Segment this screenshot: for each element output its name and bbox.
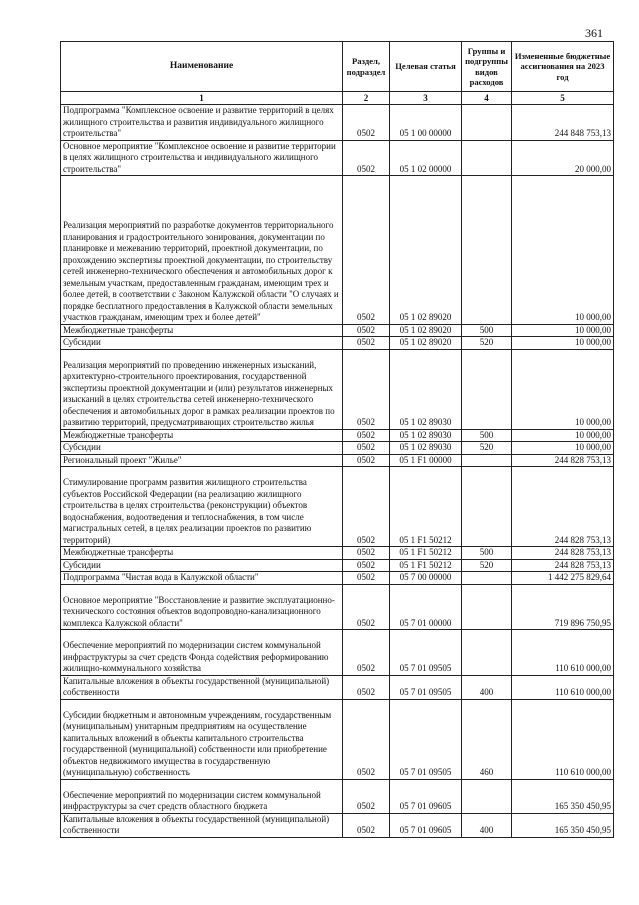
header-row: [61, 42, 614, 92]
row-target: 05 1 F1 50212: [390, 467, 462, 547]
row-section: 0502: [343, 572, 390, 585]
header-groups: Группы и подгруппы видов расходов: [462, 42, 512, 92]
row-target: 05 7 01 09505: [390, 699, 462, 779]
table-row: [61, 467, 614, 547]
row-name: Основное мероприятие "Восстановление и развитие эксплуатационно-технического состояния объектов водопроводно-канализационного комплекса Калужской области": [61, 584, 343, 630]
row-group: 500: [462, 547, 512, 560]
row-name: Обеспечение мероприятий по модернизации систем коммунальной инфраструктуры за счет средств Фонда содействия реформированию жилищно-коммунального хозяйства: [61, 630, 343, 676]
row-name: Субсидии бюджетным и автономным учреждениям, государственным (муниципальным) унитарным предприятиям на осуществление капитальных вложений в объекты капитального строительства государственной (муниципальной) собственности или приобретение объектов недвижимого имущества в государственную (муниципальную) собственность: [61, 699, 343, 779]
row-amount: 20 000,00: [512, 140, 614, 176]
budget-table: [60, 41, 614, 838]
table-row: [61, 699, 614, 779]
row-group: 500: [462, 324, 512, 337]
table-row: [61, 675, 614, 699]
row-name: Субсидии: [61, 337, 343, 350]
row-target: 05 1 02 89020: [390, 337, 462, 350]
table-row: [61, 572, 614, 585]
row-target: 05 1 02 89030: [390, 442, 462, 455]
row-section: 0502: [343, 779, 390, 813]
row-amount: 10 000,00: [512, 324, 614, 337]
column-number: 4: [462, 92, 512, 105]
row-name: Межбюджетные трансферты: [61, 547, 343, 560]
row-section: 0502: [343, 105, 390, 141]
row-section: 0502: [343, 467, 390, 547]
row-amount: 10 000,00: [512, 429, 614, 442]
row-target: 05 1 F1 50212: [390, 559, 462, 572]
header-target: Целевая статья: [390, 42, 462, 92]
table-row: [61, 349, 614, 429]
row-target: 05 1 F1 50212: [390, 547, 462, 560]
table-row: [61, 584, 614, 630]
row-target: 05 1 02 89030: [390, 349, 462, 429]
row-target: 05 7 01 09605: [390, 813, 462, 837]
row-target: 05 7 01 09505: [390, 630, 462, 676]
row-amount: 244 828 753,13: [512, 467, 614, 547]
table-row: [61, 547, 614, 560]
row-amount: 165 350 450,95: [512, 779, 614, 813]
row-amount: 110 610 000,00: [512, 675, 614, 699]
column-number: 3: [390, 92, 462, 105]
row-amount: 244 828 753,13: [512, 547, 614, 560]
row-amount: 10 000,00: [512, 337, 614, 350]
row-name: Обеспечение мероприятий по модернизации систем коммунальной инфраструктуры за счет средств областного бюджета: [61, 779, 343, 813]
row-amount: 10 000,00: [512, 442, 614, 455]
row-target: 05 1 00 00000: [390, 105, 462, 141]
row-amount: 110 610 000,00: [512, 630, 614, 676]
row-target: 05 7 01 09605: [390, 779, 462, 813]
header-name: Наименование: [61, 42, 343, 92]
row-group: [462, 176, 512, 325]
row-amount: 10 000,00: [512, 176, 614, 325]
row-section: 0502: [343, 559, 390, 572]
row-section: 0502: [343, 630, 390, 676]
row-group: [462, 779, 512, 813]
row-group: 460: [462, 699, 512, 779]
row-group: 520: [462, 337, 512, 350]
table-row: [61, 429, 614, 442]
row-group: 400: [462, 675, 512, 699]
row-amount: 10 000,00: [512, 349, 614, 429]
table-row: [61, 779, 614, 813]
row-target: 05 1 02 89020: [390, 324, 462, 337]
row-group: [462, 454, 512, 467]
row-name: Подпрограмма "Чистая вода в Калужской области": [61, 572, 343, 585]
row-section: 0502: [343, 547, 390, 560]
row-amount: 165 350 450,95: [512, 813, 614, 837]
row-name: Подпрограмма "Комплексное освоение и развитие территорий в целях жилищного строительства и развития индивидуального жилищного строительства": [61, 105, 343, 141]
row-section: 0502: [343, 429, 390, 442]
header-section: Раздел, подраздел: [343, 42, 390, 92]
row-group: [462, 349, 512, 429]
table-row: [61, 559, 614, 572]
row-name: Межбюджетные трансферты: [61, 324, 343, 337]
row-group: [462, 105, 512, 141]
row-name: Субсидии: [61, 442, 343, 455]
row-group: 400: [462, 813, 512, 837]
column-number-row: [61, 92, 614, 105]
table-row: [61, 630, 614, 676]
row-amount: 244 828 753,13: [512, 454, 614, 467]
table-row: [61, 337, 614, 350]
row-name: Капитальные вложения в объекты государственной (муниципальной) собственности: [61, 813, 343, 837]
row-section: 0502: [343, 584, 390, 630]
row-section: 0502: [343, 140, 390, 176]
row-group: [462, 140, 512, 176]
row-group: 500: [462, 429, 512, 442]
row-section: 0502: [343, 349, 390, 429]
row-name: Основное мероприятие "Комплексное освоение и развитие территории в целях жилищного строительства и индивидуального жилищного строительства": [61, 140, 343, 176]
row-name: Реализация мероприятий по проведению инженерных изысканий, архитектурно-строительного проектирования, государственной экспертизы проектной документации и (или) результатов инженерных изысканий в целях строительства сетей инженерно-технического обеспечения и автомобильных дорог в рамках реализации проектов по развитию территорий, предусматривающих строительство жилья: [61, 349, 343, 429]
row-name: Стимулирование программ развития жилищного строительства субъектов Российской Федерации (на реализацию жилищного строительства в целях строительства (реконструкции) объектов водоснабжения, водоотведения и теплоснабжения, в том числе магистральных сетей, в целях реализации проектов по развитию территорий): [61, 467, 343, 547]
row-section: 0502: [343, 813, 390, 837]
row-amount: 110 610 000,00: [512, 699, 614, 779]
table-row: [61, 442, 614, 455]
row-name: Субсидии: [61, 559, 343, 572]
row-group: [462, 572, 512, 585]
column-number: 1: [61, 92, 343, 105]
table-row: [61, 813, 614, 837]
row-section: 0502: [343, 337, 390, 350]
row-section: 0502: [343, 454, 390, 467]
row-name: Реализация мероприятий по разработке документов территориального планирования и градостроительного зонирования, документации по планировке и межеванию территорий, проектной документации, по прохождению экспертизы проектной документации, по строительству сетей инженерно-технического обеспечения и автомобильных дорог к земельным участкам, предоставленным гражданам, имеющим трех и более детей, в соответствии с Законом Калужской области "О случаях и порядке бесплатного предоставления в Калужской области земельных участков гражданам, имеющим трех и более детей": [61, 176, 343, 325]
row-amount: 1 442 275 829,64: [512, 572, 614, 585]
row-amount: 244 828 753,13: [512, 559, 614, 572]
column-number: 5: [512, 92, 614, 105]
row-name: Межбюджетные трансферты: [61, 429, 343, 442]
table-row: [61, 324, 614, 337]
table-row: [61, 176, 614, 325]
row-target: 05 1 02 89020: [390, 176, 462, 325]
page-number: 361: [585, 26, 603, 40]
table-row: [61, 105, 614, 141]
row-name: Капитальные вложения в объекты государственной (муниципальной) собственности: [61, 675, 343, 699]
row-section: 0502: [343, 324, 390, 337]
row-target: 05 1 02 89030: [390, 429, 462, 442]
table-row: [61, 454, 614, 467]
row-group: [462, 584, 512, 630]
row-section: 0502: [343, 675, 390, 699]
header-amount: Измененные бюджетные ассигнования на 2023 год: [512, 42, 614, 92]
table-row: [61, 140, 614, 176]
row-group: [462, 467, 512, 547]
row-target: 05 7 01 09505: [390, 675, 462, 699]
row-group: [462, 630, 512, 676]
column-number: 2: [343, 92, 390, 105]
row-target: 05 7 01 00000: [390, 584, 462, 630]
row-target: 05 1 02 00000: [390, 140, 462, 176]
row-group: 520: [462, 559, 512, 572]
row-section: 0502: [343, 699, 390, 779]
row-target: 05 7 00 00000: [390, 572, 462, 585]
row-section: 0502: [343, 176, 390, 325]
row-amount: 719 896 750,95: [512, 584, 614, 630]
row-target: 05 1 F1 00000: [390, 454, 462, 467]
row-amount: 244 848 753,13: [512, 105, 614, 141]
row-group: 520: [462, 442, 512, 455]
row-section: 0502: [343, 442, 390, 455]
row-name: Региональный проект "Жилье": [61, 454, 343, 467]
